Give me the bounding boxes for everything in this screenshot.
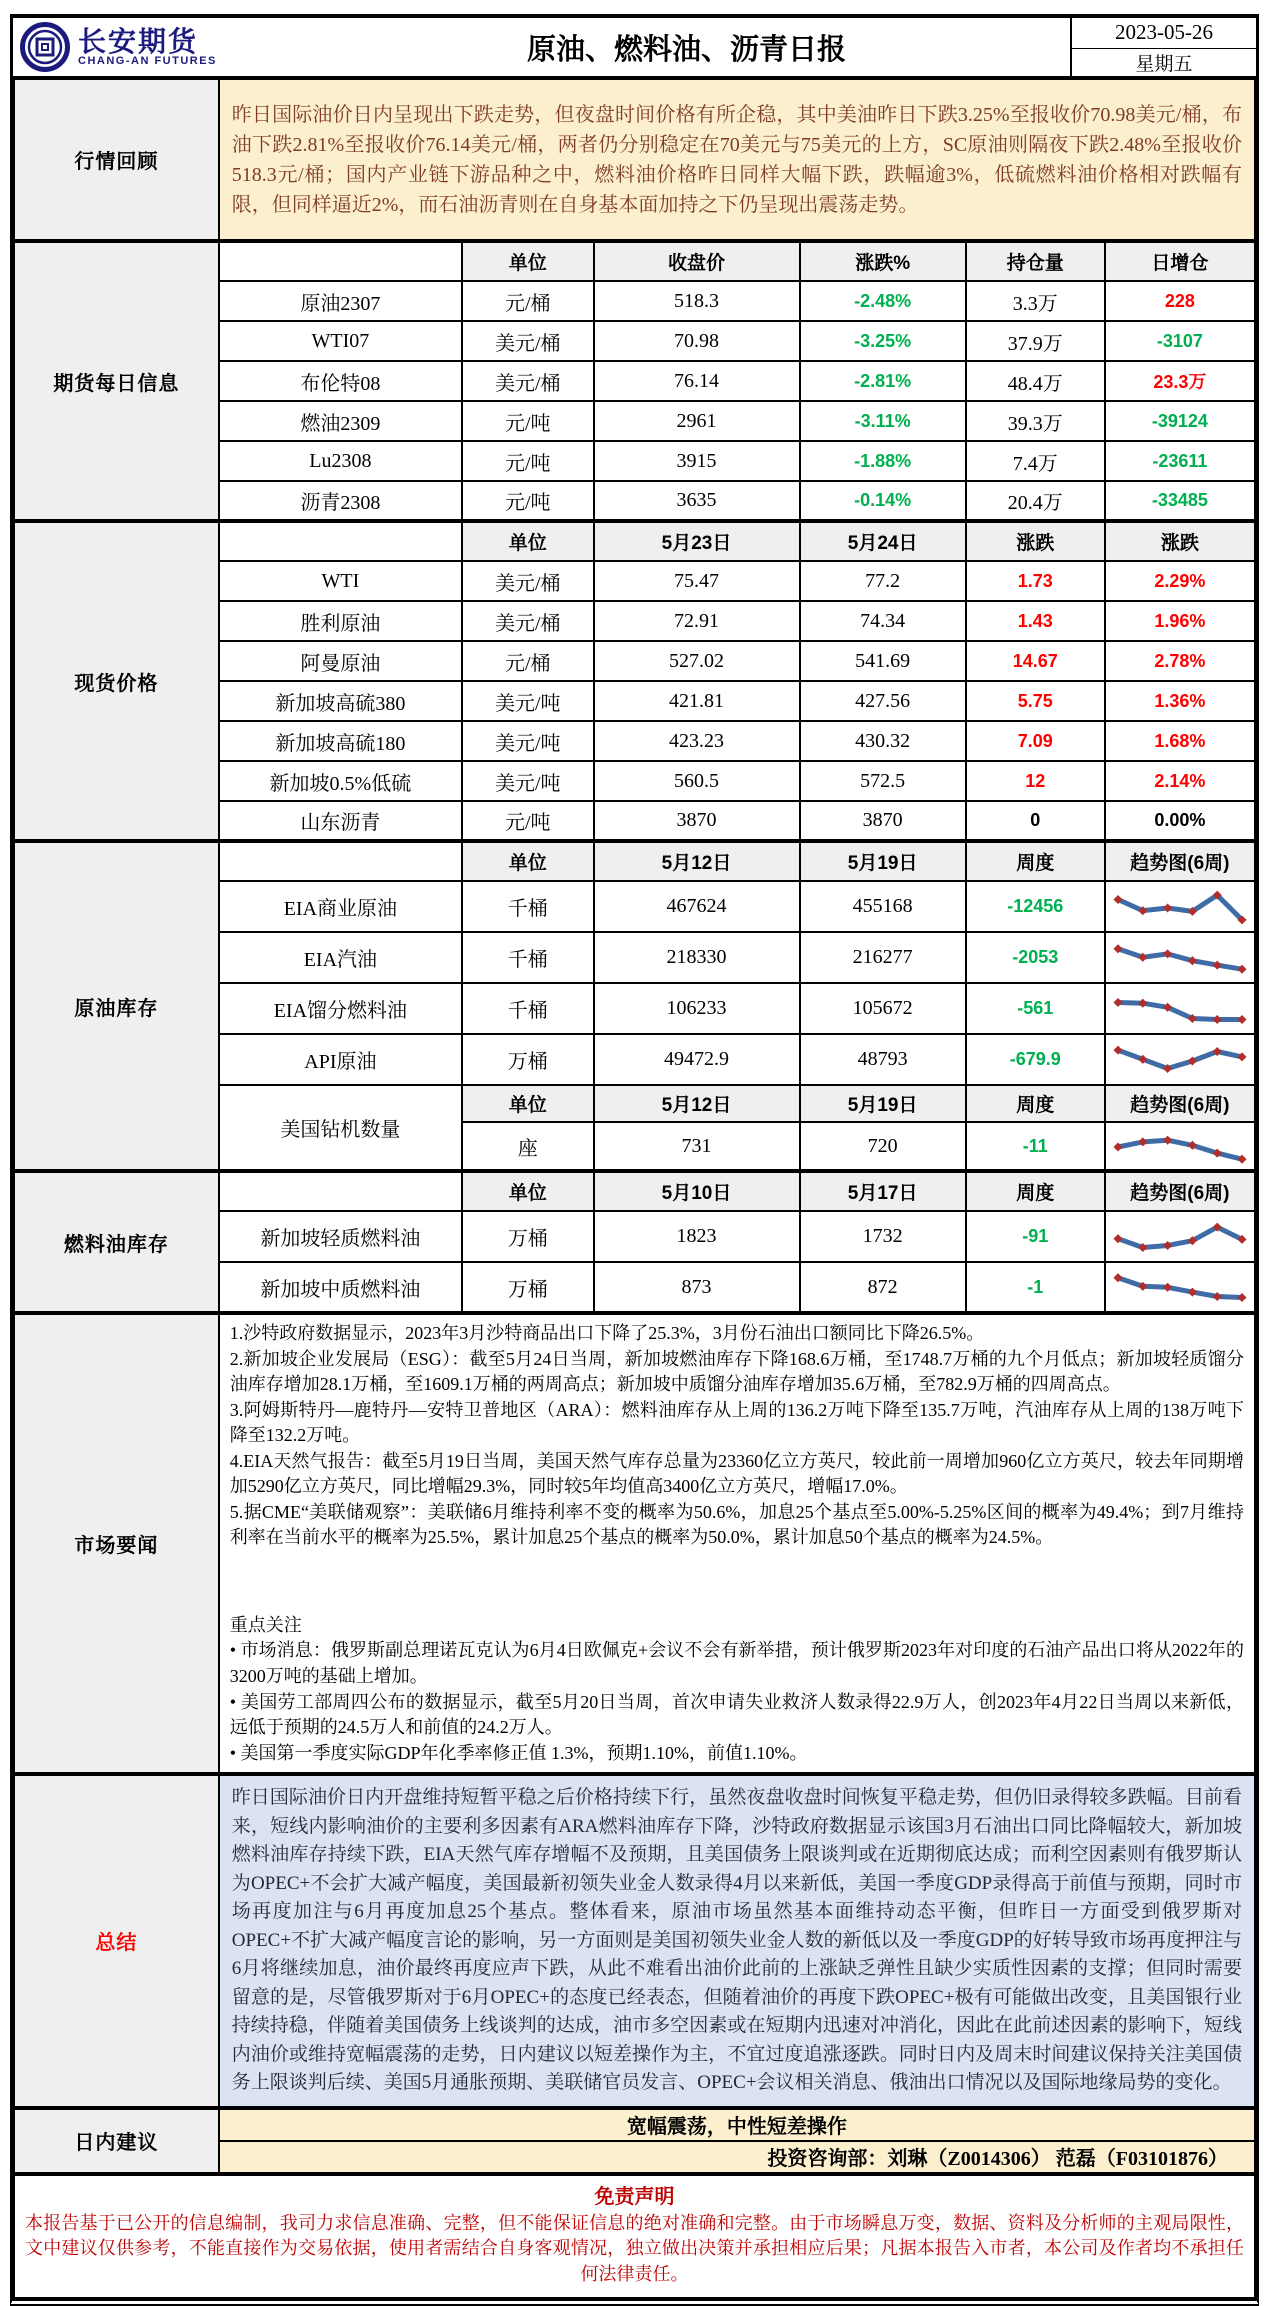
price-day2-cell: 3870 — [800, 801, 966, 841]
advice-row-1 — [14, 2108, 1255, 2141]
price-day1-cell: 75.47 — [594, 561, 800, 601]
section-label-news: 市场要闻 — [14, 1313, 219, 1774]
advice-line: 宽幅震荡，中性短差操作 — [219, 2108, 1255, 2141]
news-item: 4.EIA天然气报告：截至5月19日当周，美国天然气库存总量为23360亿立方英尺，较此前一周增加960亿立方英尺，较去年同期增加5290亿立方英尺，同比增幅29.3%，同时较5年均值高3400亿立方英尺，增幅17.0%。 — [229, 1450, 1244, 1497]
col-header-trend: 趋势图(6周) — [1105, 1085, 1255, 1122]
col-header-unit: 单位 — [462, 521, 594, 561]
name-cell: 阿曼原油 — [219, 641, 462, 681]
name-cell: 新加坡高硫180 — [219, 721, 462, 761]
report-weekday: 星期五 — [1135, 53, 1193, 75]
report-table — [13, 76, 1256, 2299]
change-pct-cell: 2.78% — [1105, 641, 1255, 681]
name-cell: WTI — [219, 561, 462, 601]
weekly-change-cell: -2053 — [966, 932, 1105, 983]
col-header-date2: 5月17日 — [800, 1171, 966, 1211]
col-header-change: 涨跌 — [966, 521, 1105, 561]
col-header-weekly: 周度 — [966, 1085, 1105, 1122]
name-cell: 山东沥青 — [219, 801, 462, 841]
unit-cell: 美元/吨 — [462, 681, 594, 721]
price-day2-cell: 430.32 — [800, 721, 966, 761]
brand-name: 长安期货 — [78, 25, 199, 57]
trend-cell — [1105, 983, 1255, 1034]
name-cell: 沥青2308 — [219, 481, 462, 521]
price-day1-cell: 527.02 — [594, 641, 800, 681]
change-pct-cell: 2.14% — [1105, 761, 1255, 801]
advice-signature: 投资咨询部：刘琳（Z0014306） 范磊（F03101876） — [219, 2141, 1255, 2174]
pct-cell: -2.81% — [800, 361, 966, 401]
unit-cell: 元/吨 — [462, 481, 594, 521]
position-cell: 3.3万 — [966, 281, 1105, 321]
stock-day1-cell: 467624 — [594, 881, 800, 932]
trend-cell — [1105, 1122, 1255, 1171]
weekly-change-cell: -1 — [966, 1262, 1105, 1313]
position-cell: 37.9万 — [966, 321, 1105, 361]
stock-day1-cell: 106233 — [594, 983, 800, 1034]
pct-cell: -3.25% — [800, 321, 966, 361]
close-cell: 2961 — [594, 401, 800, 441]
change-cell: 7.09 — [966, 721, 1105, 761]
weekly-change-cell: -11 — [966, 1122, 1105, 1171]
stock-day2-cell: 872 — [800, 1262, 966, 1313]
spot-header-row — [14, 521, 1255, 561]
review-row — [14, 78, 1255, 241]
col-header-date1: 5月23日 — [594, 521, 800, 561]
unit-cell: 元/桶 — [462, 281, 594, 321]
summary-text: 昨日国际油价日内开盘维持短暂平稳之后价格持续下行，虽然夜盘收盘时间恢复平稳走势，但仍旧录得较多跌幅。目前看来，短线内影响油价的主要利多因素有ARA燃料油库存下降，沙特政府数据显示该国3月石油出口同比降幅较大，新加坡燃料油库存持续下跌，EIA天然气库存增幅不及预期，且美国债务上限谈判或在近期彻底达成；而利空因素则有俄罗斯认为OPEC+不会扩大减产幅度，美国最新初领失业金人数录得4月以来新低，美国一季度GDP录得高于前值与预期，同时市场再度加注与6月再度加息25个基点。整体看来，原油市场虽然基本面维持动态平衡，但昨日一方面受到俄罗斯对OPEC+不扩大减产幅度言论的影响，另一方面则是美国初领失业金人数的新低以及一季度GDP的好转导致市场再度押注与6月将继续加息，油价最终再度应声下跌，从此不难看出油价此前的上涨缺乏弹性且缺少实质性因素的支撑；但同时需要留意的是，尽管俄罗斯对于6月OPEC+的态度已经表态，但随着油价的再度下跌OPEC+极有可能做出改变，且美国银行业持续持稳，伴随着美国债务上线谈判的达成，油市多空因素或在短期内迅速对冲消化，因此在此前述因素的影响下，短线内油价或维持宽幅震荡的走势，日内建议以短差操作为主，不宜过度追涨逐跌。同时日内及周末时间建议保持关注美国债务上限谈判后续、美国5月通胀预期、美联储官员发言、OPEC+会议相关消息、俄油出口情况以及国际地缘局势的变化。 — [219, 1774, 1255, 2108]
col-header-close: 收盘价 — [594, 241, 800, 281]
review-text: 昨日国际油价日内呈现出下跌走势，但夜盘时间价格有所企稳，其中美油昨日下跌3.25%至报收价70.98美元/桶，布油下跌2.81%至报收价76.14美元/桶，两者仍分别稳定在70美元与75美元的上方，SC原油则隔夜下跌2.48%至报收价518.3元/桶；国内产业链下游品种之中，燃料油价格昨日同样大幅下跌，跌幅逾3%，低硫燃料油价格相对跌幅有限，但同样逼近2%，而石油沥青则在自身基本面加持之下仍呈现出震荡走势。 — [219, 78, 1255, 241]
price-day2-cell: 572.5 — [800, 761, 966, 801]
section-label-advice: 日内建议 — [14, 2108, 219, 2174]
name-cell: API原油 — [219, 1034, 462, 1085]
empty-header-cell — [219, 841, 462, 881]
brand-block — [13, 18, 303, 76]
name-cell: 美国钻机数量 — [219, 1085, 462, 1171]
price-day1-cell: 421.81 — [594, 681, 800, 721]
unit-cell: 元/吨 — [462, 401, 594, 441]
name-cell: 新加坡0.5%低硫 — [219, 761, 462, 801]
pct-cell: -0.14% — [800, 481, 966, 521]
name-cell: EIA商业原油 — [219, 881, 462, 932]
section-label-futures: 期货每日信息 — [14, 241, 219, 521]
news-content — [219, 1313, 1255, 1774]
unit-cell: 美元/桶 — [462, 321, 594, 361]
section-label-fuel-inventory: 燃料油库存 — [14, 1171, 219, 1313]
summary-row — [14, 1774, 1255, 2108]
trend-sparkline-chart — [1110, 935, 1250, 981]
daily-cell: -33485 — [1105, 481, 1255, 521]
stock-day2-cell: 48793 — [800, 1034, 966, 1085]
trend-sparkline-chart — [1110, 884, 1250, 930]
trend-sparkline-chart — [1110, 1214, 1250, 1260]
position-cell: 7.4万 — [966, 441, 1105, 481]
col-header-weekly: 周度 — [966, 1171, 1105, 1211]
section-label-spot: 现货价格 — [14, 521, 219, 841]
trend-cell — [1105, 1262, 1255, 1313]
unit-cell: 美元/桶 — [462, 601, 594, 641]
report-date: 2023-05-26 — [1072, 18, 1256, 49]
col-header-unit: 单位 — [462, 241, 594, 281]
daily-cell: 228 — [1105, 281, 1255, 321]
stock-day2-cell: 1732 — [800, 1211, 966, 1262]
position-cell: 39.3万 — [966, 401, 1105, 441]
price-day2-cell: 74.34 — [800, 601, 966, 641]
close-cell: 70.98 — [594, 321, 800, 361]
unit-cell: 美元/吨 — [462, 761, 594, 801]
disclaimer-row — [14, 2174, 1255, 2299]
daily-cell: -39124 — [1105, 401, 1255, 441]
col-header-unit: 单位 — [462, 1171, 594, 1211]
unit-cell: 千桶 — [462, 881, 594, 932]
disclaimer-title: 免责声明 — [594, 2185, 675, 2208]
name-cell: 布伦特08 — [219, 361, 462, 401]
weekly-change-cell: -12456 — [966, 881, 1105, 932]
name-cell: 新加坡轻质燃料油 — [219, 1211, 462, 1262]
pct-cell: -1.88% — [800, 441, 966, 481]
name-cell: 新加坡高硫380 — [219, 681, 462, 721]
unit-cell: 元/桶 — [462, 641, 594, 681]
change-pct-cell: 2.29% — [1105, 561, 1255, 601]
change-pct-cell: 1.96% — [1105, 601, 1255, 641]
report-header — [13, 18, 1256, 76]
report-frame — [10, 14, 1259, 2306]
daily-cell: 23.3万 — [1105, 361, 1255, 401]
name-cell: EIA馏分燃料油 — [219, 983, 462, 1034]
news-gap — [230, 1551, 1244, 1613]
col-header-daily: 日增仓 — [1105, 241, 1255, 281]
news-item: 1.沙特政府数据显示，2023年3月沙特商品出口下降了25.3%，3月份石油出口额同比下降26.5%。 — [229, 1323, 985, 1343]
stock-day1-cell: 218330 — [594, 932, 800, 983]
change-cell: 14.67 — [966, 641, 1105, 681]
close-cell: 3915 — [594, 441, 800, 481]
disclaimer-text: 本报告基于已公开的信息编制，我司力求信息准确、完整，但不能保证信息的绝对准确和完整。由于市场瞬息万变，数据、资料及分析师的主观局限性，文中建议仅供参考，不能直接作为交易依据，使用者需结合自身客观情况，独立做出决策并承担相应后果；凡据本报告入市者，本公司及作者均不承担任何法律责任。 — [25, 2212, 1244, 2284]
col-header-date1: 5月12日 — [594, 841, 800, 881]
unit-cell: 元/吨 — [462, 801, 594, 841]
change-cell: 0 — [966, 801, 1105, 841]
close-cell: 76.14 — [594, 361, 800, 401]
news-focus-item: • 市场消息：俄罗斯副总理诺瓦克认为6月4日欧佩克+会议不会有新举措，预计俄罗斯2023年对印度的石油产品出口将从2022年的3200万吨的基础上增加。 — [229, 1640, 1244, 1687]
pct-cell: -2.48% — [800, 281, 966, 321]
stock-day2-cell: 455168 — [800, 881, 966, 932]
unit-cell: 美元/桶 — [462, 561, 594, 601]
stock-day1-cell: 731 — [594, 1122, 800, 1171]
change-pct-cell: 0.00% — [1105, 801, 1255, 841]
trend-cell — [1105, 1211, 1255, 1262]
crude-header-row — [14, 841, 1255, 881]
name-cell: Lu2308 — [219, 441, 462, 481]
news-item: 5.据CME“美联储观察”：美联储6月维持利率不变的概率为50.6%，加息25个基点至5.00%-5.25%区间的概率为49.4%；到7月维持利率在当前水平的概率为25.5%，累计加息25个基点的概率为50.0%，累计加息50个基点的概率为24.5%。 — [229, 1501, 1244, 1548]
trend-cell — [1105, 1034, 1255, 1085]
change-pct-cell: 1.68% — [1105, 721, 1255, 761]
name-cell: 原油2307 — [219, 281, 462, 321]
col-header-weekly: 周度 — [966, 841, 1105, 881]
stock-day2-cell: 720 — [800, 1122, 966, 1171]
price-day1-cell: 3870 — [594, 801, 800, 841]
trend-cell — [1105, 932, 1255, 983]
empty-header-cell — [219, 1171, 462, 1211]
name-cell: 新加坡中质燃料油 — [219, 1262, 462, 1313]
name-cell: WTI07 — [219, 321, 462, 361]
weekly-change-cell: -679.9 — [966, 1034, 1105, 1085]
trend-sparkline-chart — [1110, 1123, 1250, 1169]
price-day2-cell: 541.69 — [800, 641, 966, 681]
daily-cell: -23611 — [1105, 441, 1255, 481]
col-header-position: 持仓量 — [966, 241, 1105, 281]
stock-day1-cell: 49472.9 — [594, 1034, 800, 1085]
name-cell: 燃油2309 — [219, 401, 462, 441]
stock-day1-cell: 1823 — [594, 1211, 800, 1262]
unit-cell: 万桶 — [462, 1211, 594, 1262]
col-header-date2: 5月19日 — [800, 1085, 966, 1122]
price-day2-cell: 77.2 — [800, 561, 966, 601]
brand-name-en: CHANG-AN FUTURES — [78, 54, 217, 67]
futures-header-row — [14, 241, 1255, 281]
close-cell: 3635 — [594, 481, 800, 521]
col-header-date2: 5月19日 — [800, 841, 966, 881]
news-focus-title: 重点关注 — [229, 1614, 302, 1635]
name-cell: EIA汽油 — [219, 932, 462, 983]
col-header-unit: 单位 — [462, 841, 594, 881]
trend-sparkline-chart — [1110, 986, 1250, 1032]
change-cell: 5.75 — [966, 681, 1105, 721]
section-label-summary: 总结 — [14, 1774, 219, 2108]
change-pct-cell: 1.36% — [1105, 681, 1255, 721]
position-cell: 20.4万 — [966, 481, 1105, 521]
news-focus-item: • 美国劳工部周四公布的数据显示，截至5月20日当周，首次申请失业救济人数录得22.9万人，创2023年4月22日当周以来新低，远低于预期的24.5万人和前值的24.2万人。 — [229, 1691, 1244, 1738]
trend-sparkline-chart — [1110, 1264, 1250, 1310]
news-item: 3.阿姆斯特丹—鹿特丹—安特卫普地区（ARA）：燃料油库存从上周的136.2万吨下降至135.7万吨，汽油库存从上周的138万吨下降至132.2万吨。 — [229, 1399, 1244, 1446]
empty-header-cell — [219, 241, 462, 281]
unit-cell: 美元/吨 — [462, 721, 594, 761]
stock-day1-cell: 873 — [594, 1262, 800, 1313]
stock-day2-cell: 105672 — [800, 983, 966, 1034]
section-label-crude-inventory: 原油库存 — [14, 841, 219, 1171]
col-header-date1: 5月12日 — [594, 1085, 800, 1122]
unit-cell: 元/吨 — [462, 441, 594, 481]
unit-cell: 千桶 — [462, 983, 594, 1034]
news-item: 2.新加坡企业发展局（ESG）：截至5月24日当周，新加坡燃油库存下降168.6万桶，至1748.7万桶的九个月低点；新加坡轻质馏分油库存增加28.1万桶，至1609.1万桶的两周高点；新加坡中质馏分油库存增加35.6万桶，至782.9万桶的四周高点。 — [229, 1348, 1244, 1395]
col-header-date2: 5月24日 — [800, 521, 966, 561]
unit-cell: 美元/桶 — [462, 361, 594, 401]
pct-cell: -3.11% — [800, 401, 966, 441]
news-focus-item: • 美国第一季度实际GDP年化季率修正值 1.3%，预期1.10%，前值1.10%。 — [229, 1742, 808, 1763]
change-cell: 1.43 — [966, 601, 1105, 641]
section-label-review: 行情回顾 — [14, 78, 219, 241]
daily-cell: -3107 — [1105, 321, 1255, 361]
unit-cell: 千桶 — [462, 932, 594, 983]
col-header-trend: 趋势图(6周) — [1105, 1171, 1255, 1211]
disclaimer-block — [14, 2174, 1255, 2299]
change-cell: 1.73 — [966, 561, 1105, 601]
price-day1-cell: 560.5 — [594, 761, 800, 801]
trend-sparkline-chart — [1110, 1037, 1250, 1083]
col-header-change-pct: 涨跌 — [1105, 521, 1255, 561]
name-cell: 胜利原油 — [219, 601, 462, 641]
weekly-change-cell: -91 — [966, 1211, 1105, 1262]
col-header-trend: 趋势图(6周) — [1105, 841, 1255, 881]
weekly-change-cell: -561 — [966, 983, 1105, 1034]
col-header-unit: 单位 — [462, 1085, 594, 1122]
unit-cell: 万桶 — [462, 1034, 594, 1085]
empty-header-cell — [219, 521, 462, 561]
brand-text — [78, 27, 217, 68]
stock-day2-cell: 216277 — [800, 932, 966, 983]
price-day1-cell: 72.91 — [594, 601, 800, 641]
col-header-date1: 5月10日 — [594, 1171, 800, 1211]
report-title: 原油、燃料油、沥青日报 — [526, 33, 846, 66]
unit-cell: 座 — [462, 1122, 594, 1171]
unit-cell: 万桶 — [462, 1262, 594, 1313]
company-logo-icon — [19, 21, 71, 73]
position-cell: 48.4万 — [966, 361, 1105, 401]
news-row — [14, 1313, 1255, 1774]
price-day2-cell: 427.56 — [800, 681, 966, 721]
price-day1-cell: 423.23 — [594, 721, 800, 761]
trend-cell — [1105, 881, 1255, 932]
col-header-pct: 涨跌% — [800, 241, 966, 281]
date-box — [1070, 18, 1256, 76]
fuel-header-row — [14, 1171, 1255, 1211]
change-cell: 12 — [966, 761, 1105, 801]
close-cell: 518.3 — [594, 281, 800, 321]
